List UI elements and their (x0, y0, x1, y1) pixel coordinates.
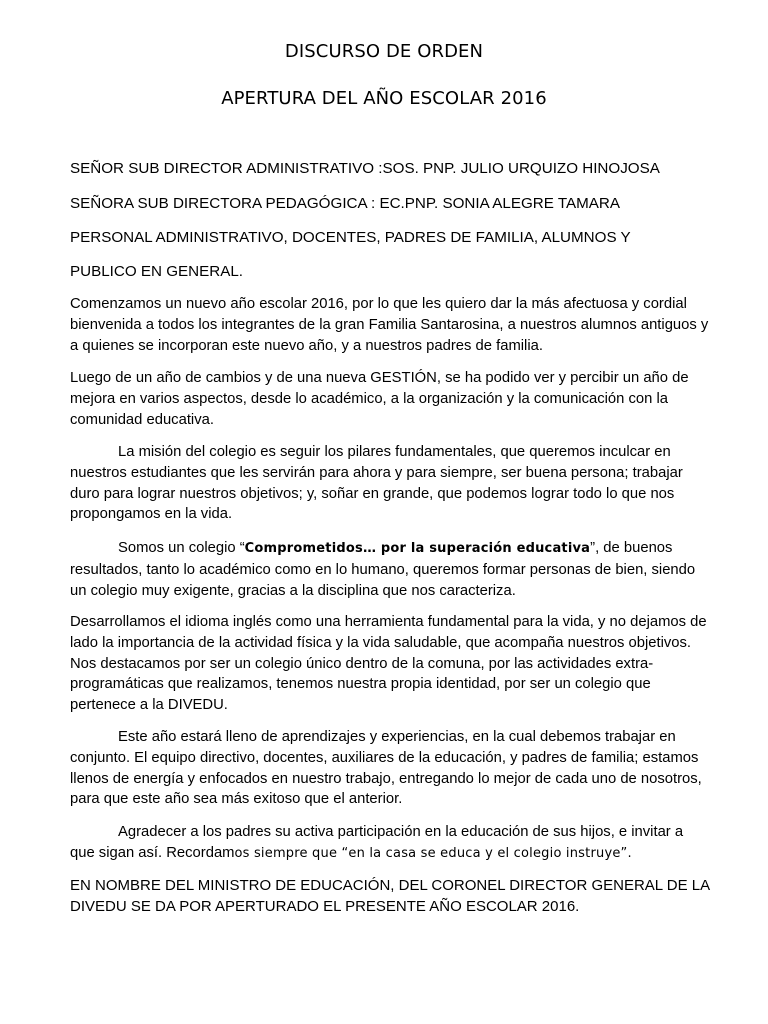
paragraph-management: Luego de un año de cambios y de una nueva GESTIÓN, se ha podido ver y percibir un año de mejora en varios aspectos, desde lo académico, a la organización y la comunicación con la comunidad educativa. (70, 370, 689, 428)
thanks-lead-text: Agradecer a los padres su activa participación en la educación de sus hijos, e invitar a que sigan así. Recordam (70, 824, 684, 861)
greeting-line-public: PUBLICO EN GENERAL. (70, 263, 244, 280)
document-title: DISCURSO DE ORDEN (284, 41, 484, 62)
document-subtitle: APERTURA DEL AÑO ESCOLAR 2016 (221, 88, 547, 109)
greeting-line-subdirector-admin: SEÑOR SUB DIRECTOR ADMINISTRATIVO :SOS. PNP. JULIO URQUIZO HINOJOSA (70, 160, 660, 177)
greeting-line-staff: PERSONAL ADMINISTRATIVO, DOCENTES, PADRES DE FAMILIA, ALUMNOS Y (70, 229, 631, 246)
paragraph-welcome: Comenzamos un nuevo año escolar 2016, por lo que les quiero dar la más afectuosa y cordial bienvenida a todos los integrantes de la gran Familia Santarosina, a nuestros alumnos antiguos y a quienes se incorporan este nuevo año, y a nuestros padres de familia. (70, 296, 709, 354)
paragraph-english-and-identity: Desarrollamos el idioma inglés como una herramienta fundamental para la vida, y no dejamos de lado la importancia de la actividad física y la vida saludable, que acompaña nuestros objetivos. Nos destacamos por ser un colegio único dentro de la comuna, por las actividades extra-programáticas que realizamos, tenemos nuestra propia identidad, por ser un colegio que pertenece a la DIVEDU. (70, 614, 707, 714)
paragraph-mission: La misión del colegio es seguir los pilares fundamentales, que queremos inculcar en nuestros estudiantes que les servirán para ahora y para siempre, ser buena persona; trabajar duro para lograr nuestros objetivos; y, soñar en grande, que podemos lograr todo lo que nos propongamos en la vida. (70, 444, 683, 523)
paragraph-year-plan: Este año estará lleno de aprendizajes y experiencias, en la cual debemos trabajar en conjunto. El equipo directivo, docentes, auxiliares de la educación, y padres de familia; estamos llenos de energía y enfocados en nuestro trabajo, entregando lo mejor de cada uno de nosotros, para que este año sea más exitoso que el anterior. (70, 729, 702, 808)
school-motto: Comprometidos… por la superación educativa (244, 541, 591, 556)
motto-trail-text: ”, de buenos resultados, tanto lo académico como en lo humano, queremos formar personas de bien, siendo un colegio muy exigente, gracias a la disciplina que nos caracteriza. (70, 540, 696, 599)
motto-lead-text: Somos un colegio “ (118, 540, 245, 556)
school-quote: os siempre que “en la casa se educa y el colegio instruye”. (234, 845, 632, 861)
paragraph-opening-declaration: EN NOMBRE DEL MINISTRO DE EDUCACIÓN, DEL CORONEL DIRECTOR GENERAL DE LA DIVEDU SE DA POR APERTURADO EL PRESENTE AÑO ESCOLAR 2016. (70, 877, 710, 915)
paragraph-thanks-parents (70, 822, 710, 865)
paragraph-motto (70, 538, 710, 601)
greeting-line-subdirector-pedagogical: SEÑORA SUB DIRECTORA PEDAGÓGICA : EC.PNP. SONIA ALEGRE TAMARA (70, 195, 620, 212)
